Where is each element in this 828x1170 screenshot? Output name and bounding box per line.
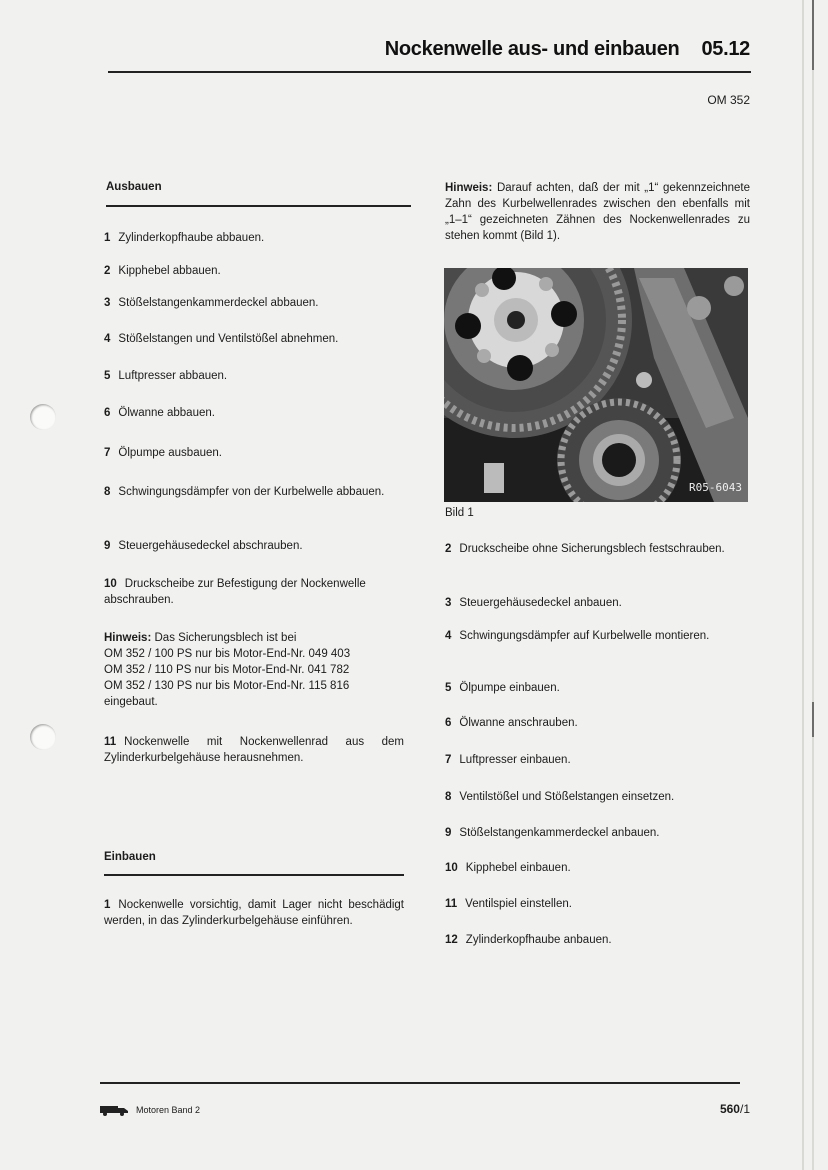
step — [445, 932, 750, 948]
step — [104, 263, 410, 279]
step-number: 5 — [104, 370, 111, 382]
step-number: 5 — [445, 682, 452, 694]
step-text: Steuergehäusedeckel abschrauben. — [118, 540, 303, 552]
step-number: 4 — [104, 333, 111, 345]
step — [104, 576, 410, 608]
step-text: Stößelstangenkammerdeckel abbauen. — [118, 297, 319, 309]
step — [104, 538, 410, 554]
step-text: Ventilspiel einstellen. — [465, 898, 572, 910]
step — [445, 752, 750, 768]
step — [104, 484, 410, 500]
step — [445, 896, 750, 912]
engine-model: OM 352 — [707, 93, 750, 107]
step — [445, 541, 750, 557]
step-text: Ölwanne abbauen. — [118, 407, 215, 419]
step-text: Nockenwelle vorsichtig, damit Lager nicht beschädigt werden, in das Zylinderkurbelgehäuse einführen. — [104, 899, 404, 927]
step — [445, 825, 750, 841]
step-number: 11 — [104, 736, 117, 748]
step — [104, 230, 410, 246]
hinweis-text: Darauf achten, daß der mit „1“ gekennzeichnete Zahn des Kurbelwellenrades zwischen den ebenfalls mit „1–1“ gezeichneten Zähnen des Nockenwellenrades zu stehen kommt (Bild 1). — [445, 182, 750, 242]
step-text: Kipphebel einbauen. — [465, 862, 571, 874]
step-text: Zylinderkopfhaube abbauen. — [118, 232, 265, 244]
step-number: 10 — [104, 578, 117, 590]
punch-hole — [30, 404, 56, 430]
step — [445, 595, 750, 611]
footer-book-title: Motoren Band 2 — [136, 1105, 201, 1115]
step-text: Stößelstangen und Ventilstößel abnehmen. — [118, 333, 339, 345]
step — [104, 897, 404, 929]
page-number-main: 560 — [719, 1102, 740, 1116]
page-number — [720, 1102, 750, 1116]
step — [445, 628, 750, 644]
step — [104, 295, 410, 311]
step-number: 3 — [445, 597, 452, 609]
hinweis-label: Hinweis: — [104, 632, 152, 644]
step-number: 2 — [104, 265, 111, 277]
figure-caption: Bild 1 — [445, 507, 474, 519]
section-heading-einbauen: Einbauen — [104, 851, 156, 863]
step-number: 1 — [104, 899, 111, 911]
step — [104, 405, 410, 421]
step-text: Zylinderkopfhaube anbauen. — [465, 934, 612, 946]
step-text: Ölpumpe einbauen. — [459, 682, 560, 694]
step — [104, 734, 404, 766]
hinweis-label: Hinweis: — [445, 182, 493, 194]
page-edge-shadow — [802, 0, 804, 1170]
step-number: 9 — [445, 827, 452, 839]
page-edge-line — [812, 0, 814, 1170]
step-number: 3 — [104, 297, 111, 309]
section-number: 05.12 — [701, 38, 750, 60]
hinweis-line: OM 352 / 110 PS nur bis Motor-End-Nr. 041 782 — [104, 664, 350, 676]
step-number: 10 — [445, 862, 458, 874]
step-text: Kipphebel abbauen. — [118, 265, 221, 277]
hinweis-line: OM 352 / 100 PS nur bis Motor-End-Nr. 049 403 — [104, 648, 351, 660]
hinweis-line: eingebaut. — [104, 696, 158, 708]
step-number: 2 — [445, 543, 452, 555]
gear-illustration — [444, 268, 748, 502]
footer-rule — [100, 1082, 740, 1084]
page-title — [280, 38, 750, 61]
step — [445, 789, 750, 805]
section-rule — [106, 205, 411, 207]
page-number-suffix: /1 — [739, 1102, 750, 1116]
step — [104, 331, 410, 347]
step-number: 8 — [104, 486, 111, 498]
step — [445, 715, 750, 731]
step-text: Steuergehäusedeckel anbauen. — [459, 597, 622, 609]
section-rule — [104, 874, 404, 876]
step-text: Schwingungsdämpfer auf Kurbelwelle montieren. — [459, 630, 710, 642]
punch-hole — [30, 724, 56, 750]
step-text: Luftpresser einbauen. — [459, 754, 571, 766]
step-text: Stößelstangenkammerdeckel anbauen. — [459, 827, 660, 839]
header-rule — [108, 71, 751, 73]
step-number: 4 — [445, 630, 452, 642]
step-number: 6 — [445, 717, 452, 729]
step — [104, 445, 410, 461]
step-number: 8 — [445, 791, 452, 803]
step-text: Ölpumpe ausbauen. — [118, 447, 222, 459]
step-text: Nockenwelle mit Nockenwellenrad aus dem Zylinderkurbelgehäuse herausnehmen. — [104, 736, 404, 764]
step — [104, 368, 410, 384]
truck-icon — [100, 1103, 130, 1115]
hinweis-note — [104, 630, 410, 710]
step-number: 7 — [104, 447, 111, 459]
step-number: 1 — [104, 232, 111, 244]
step-text: Schwingungsdämpfer von der Kurbelwelle abbauen. — [118, 486, 385, 498]
step-number: 12 — [445, 934, 458, 946]
hinweis-line: OM 352 / 130 PS nur bis Motor-End-Nr. 115 816 — [104, 680, 350, 692]
gear-photo — [444, 268, 748, 502]
step-text: Ölwanne anschrauben. — [459, 717, 578, 729]
step-text: Luftpresser abbauen. — [118, 370, 228, 382]
title-text: Nockenwelle aus- und einbauen — [384, 38, 680, 60]
step-text: Druckscheibe ohne Sicherungsblech festschrauben. — [459, 543, 725, 555]
step-number: 7 — [445, 754, 452, 766]
hinweis-line: Das Sicherungsblech ist bei — [154, 632, 297, 644]
photo-label: R05-6043 — [689, 481, 742, 494]
step-number: 9 — [104, 540, 111, 552]
step-text: Ventilstößel und Stößelstangen einsetzen. — [459, 791, 675, 803]
section-heading-ausbauen: Ausbauen — [106, 181, 162, 193]
step — [445, 680, 750, 696]
step-number: 6 — [104, 407, 111, 419]
step-text: Druckscheibe zur Befestigung der Nockenwelle abschrauben. — [104, 578, 366, 606]
hinweis-note — [445, 180, 750, 244]
step-number: 11 — [445, 898, 458, 910]
step — [445, 860, 750, 876]
